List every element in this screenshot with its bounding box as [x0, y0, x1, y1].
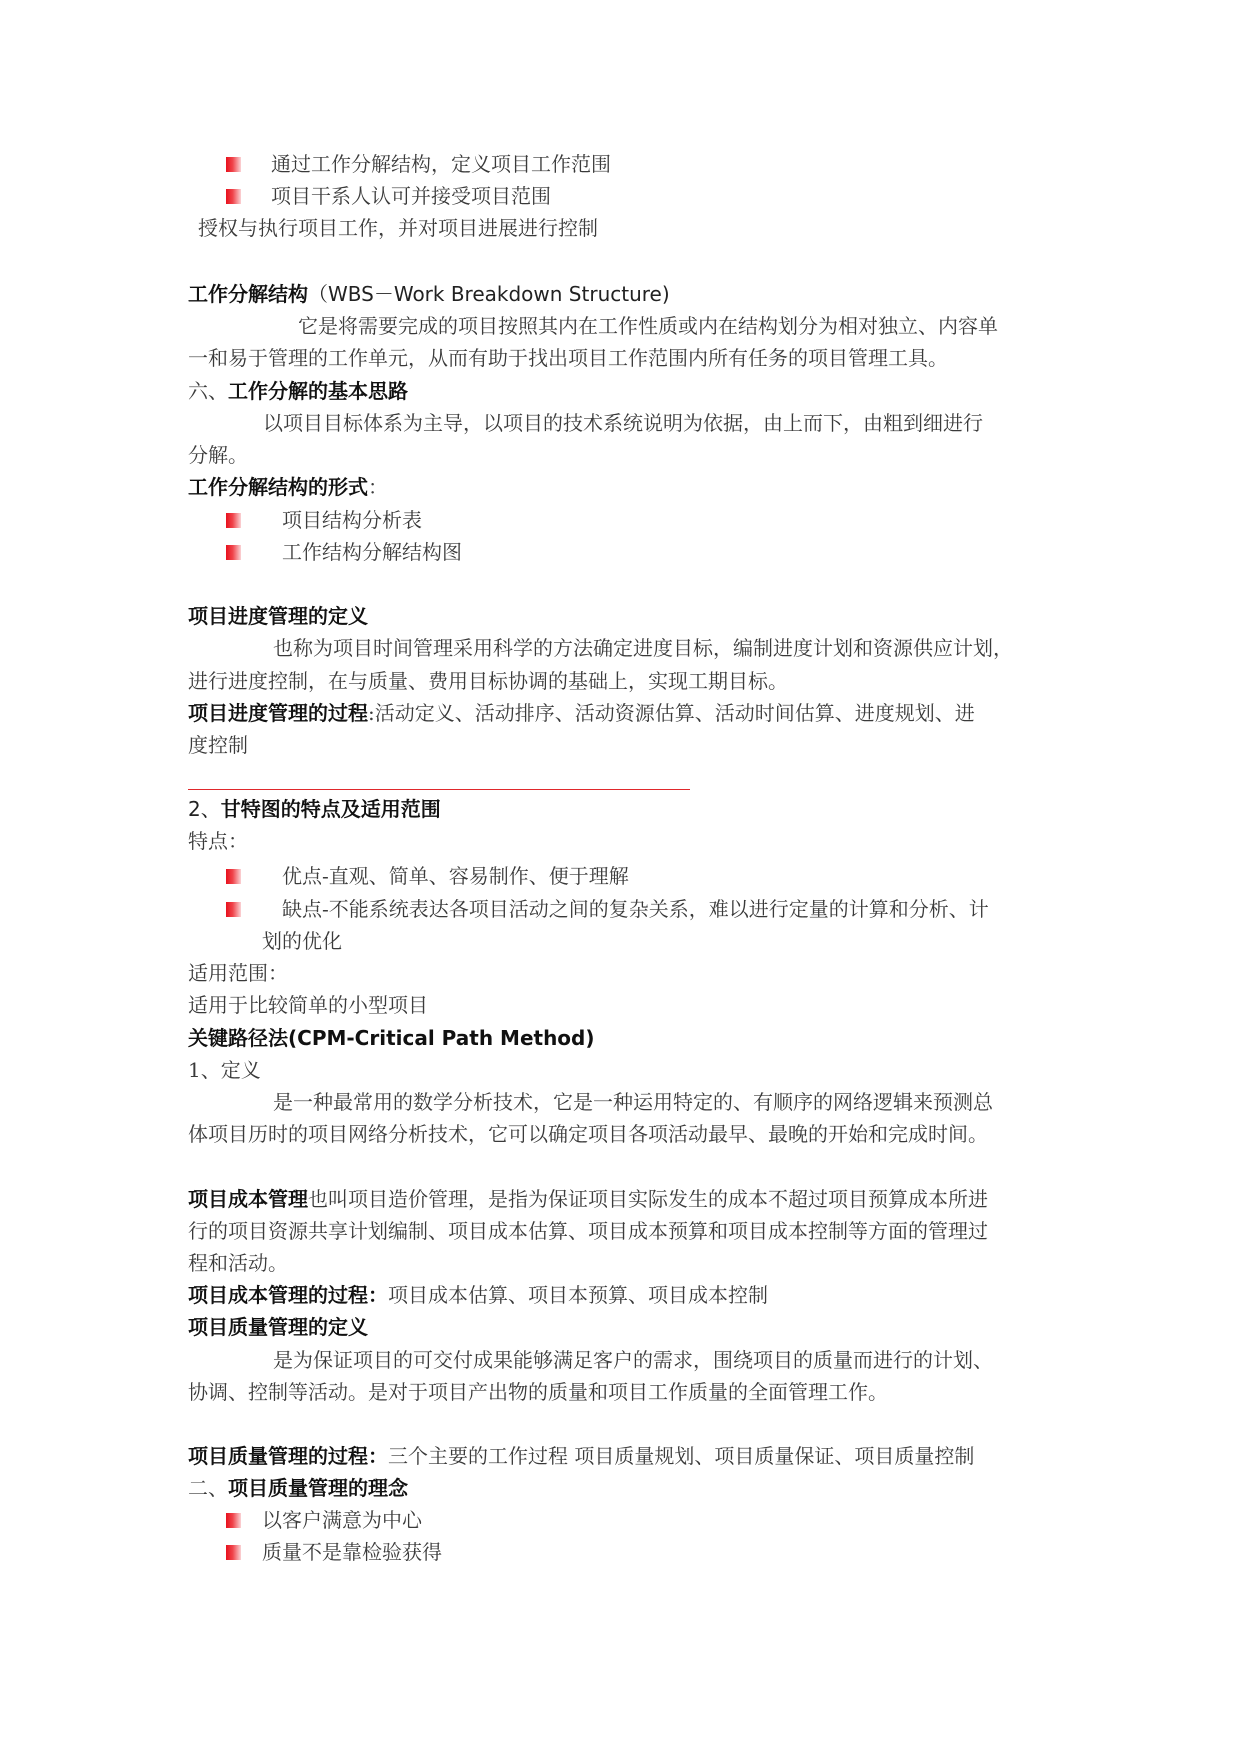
- heading-prefix: 二、: [188, 1476, 228, 1500]
- heading-gantt: [188, 795, 441, 823]
- heading-text: 项目成本管理: [188, 1187, 308, 1211]
- list-item: 项目结构分析表: [282, 508, 422, 532]
- heading-text: 项目进度管理的定义: [188, 604, 368, 628]
- heading-text: 项目质量管理的定义: [188, 1315, 368, 1339]
- list-item: 优点-直观、简单、容易制作、便于理解: [282, 864, 629, 888]
- heading-text: 工作分解的基本思路: [228, 379, 408, 403]
- heading-text: 关键路径法(CPM-Critical Path Method): [188, 1026, 595, 1050]
- list-item: 以客户满意为中心: [262, 1508, 422, 1532]
- bullet-marker: [226, 189, 241, 204]
- heading-wbs: [188, 280, 670, 308]
- paragraph-text: 项目成本估算、项目本预算、项目成本控制: [388, 1283, 768, 1307]
- bullet-marker: [226, 545, 241, 560]
- paragraph-line: 是一种最常用的数学分析技术，它是一种运用特定的、有顺序的网络逻辑来预测总: [273, 1090, 993, 1114]
- heading-suffix: ：: [368, 475, 388, 499]
- list-item: 通过工作分解结构，定义项目工作范围: [271, 152, 611, 176]
- list-item: 工作结构分解结构图: [282, 540, 462, 564]
- heading-suffix: （WBS－Work Breakdown Structure): [308, 282, 670, 306]
- schedule-process-line: [188, 699, 975, 727]
- paragraph-line: 度控制: [188, 733, 248, 757]
- heading-text: 甘特图的特点及适用范围: [220, 797, 441, 821]
- heading-wbs-approach: [188, 377, 408, 405]
- bullet-marker: [226, 869, 241, 884]
- heading-text: 项目质量管理的理念: [228, 1476, 408, 1500]
- heading-quality-definition: [188, 1313, 368, 1341]
- paragraph-line: 一和易于管理的工作单元，从而有助于找出项目工作范围内所有任务的项目管理工具。: [188, 346, 948, 370]
- red-divider: [188, 789, 690, 790]
- heading-text: 工作分解结构: [188, 282, 308, 306]
- paragraph-line: 是为保证项目的可交付成果能够满足客户的需求，围绕项目的质量而进行的计划、: [273, 1348, 993, 1372]
- list-item: 缺点-不能系统表达各项目活动之间的复杂关系，难以进行定量的计算和分析、计: [282, 897, 989, 921]
- paragraph-text: :活动定义、活动排序、活动资源估算、活动时间估算、进度规划、进: [368, 701, 975, 725]
- paragraph-line: 进行进度控制，在与质量、费用目标协调的基础上，实现工期目标。: [188, 669, 788, 693]
- paragraph-line: 协调、控制等活动。是对于项目产出物的质量和项目工作质量的全面管理工作。: [188, 1380, 888, 1404]
- bullet-marker: [226, 513, 241, 528]
- bullet-marker: [226, 157, 241, 172]
- heading-schedule-definition: [188, 602, 368, 630]
- heading-text: 项目进度管理的过程: [188, 701, 368, 725]
- heading-prefix: 六、: [188, 379, 228, 403]
- heading-quality-philosophy: [188, 1474, 408, 1502]
- cost-management-line: [188, 1185, 988, 1213]
- heading-prefix: 2、: [188, 797, 221, 821]
- paragraph-line: 它是将需要完成的项目按照其内在工作性质或内在结构划分为相对独立、内容单: [298, 314, 998, 338]
- heading-text: 项目质量管理的过程：: [188, 1444, 388, 1468]
- paragraph-line: 程和活动。: [188, 1251, 288, 1275]
- paragraph-line: 适用于比较简单的小型项目: [188, 993, 428, 1017]
- list-item-continuation: 划的优化: [262, 929, 342, 953]
- quality-process-line: [188, 1442, 974, 1470]
- paragraph-text: 也叫项目造价管理，是指为保证项目实际发生的成本不超过项目预算成本所进: [308, 1187, 988, 1211]
- bullet-marker: [226, 902, 241, 917]
- paragraph-line: 1、定义: [188, 1058, 261, 1082]
- paragraph-line: 体项目历时的项目网络分析技术，它可以确定项目各项活动最早、最晚的开始和完成时间。: [188, 1122, 988, 1146]
- bullet-marker: [226, 1545, 241, 1560]
- paragraph-line: 特点：: [188, 829, 248, 853]
- list-item: 项目干系人认可并接受项目范围: [271, 184, 551, 208]
- cost-process-line: [188, 1281, 768, 1309]
- heading-text: 项目成本管理的过程：: [188, 1283, 388, 1307]
- paragraph-line: 也称为项目时间管理采用科学的方法确定进度目标，编制进度计划和资源供应计划，: [273, 636, 1013, 660]
- heading-cpm: [188, 1024, 595, 1052]
- paragraph-text: 三个主要的工作过程 项目质量规划、项目质量保证、项目质量控制: [388, 1444, 975, 1468]
- paragraph-line: 分解。: [188, 443, 248, 467]
- paragraph-line: 授权与执行项目工作，并对项目进展进行控制: [198, 216, 598, 240]
- bullet-marker: [226, 1513, 241, 1528]
- heading-wbs-forms: [188, 473, 388, 501]
- heading-text: 工作分解结构的形式: [188, 475, 368, 499]
- list-item: 质量不是靠检验获得: [262, 1540, 442, 1564]
- paragraph-line: 行的项目资源共享计划编制、项目成本估算、项目成本预算和项目成本控制等方面的管理过: [188, 1219, 988, 1243]
- paragraph-line: 以项目目标体系为主导，以项目的技术系统说明为依据，由上而下，由粗到细进行: [263, 411, 983, 435]
- paragraph-line: 适用范围：: [188, 961, 288, 985]
